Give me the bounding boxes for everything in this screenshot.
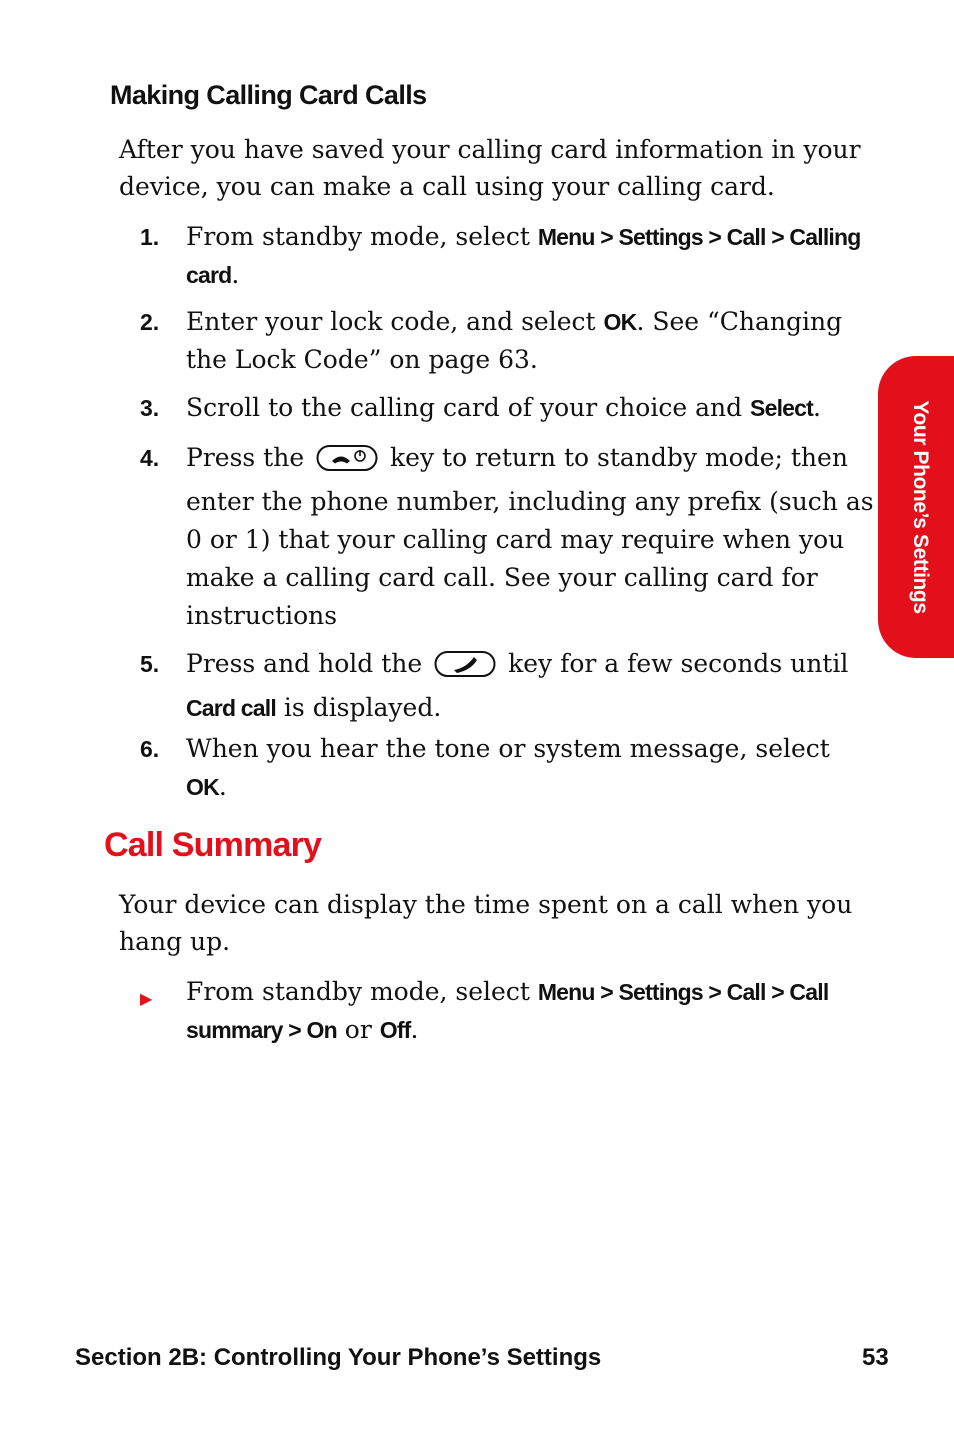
intro-paragraph: After you have saved your calling card information in your device, you can make a call using your calling card. <box>119 135 861 201</box>
subsection-heading: Making Calling Card Calls <box>110 80 427 110</box>
footer-section-title: Section 2B: Controlling Your Phone’s Settings <box>75 1344 602 1371</box>
menu-path: Menu > Settings > Call > Calling card <box>186 224 861 288</box>
step-text-part: Press and hold the <box>186 649 431 678</box>
step-text-part: When you hear the tone or system message, select <box>186 734 830 763</box>
step-text <box>186 218 876 294</box>
step-text-part: Scroll to the calling card of your choice and <box>186 393 751 422</box>
step-text <box>186 439 876 635</box>
chapter-side-tab <box>878 356 954 658</box>
ok-label: OK <box>186 774 219 800</box>
bullet-text-part: . <box>410 1015 419 1044</box>
select-label: Select <box>750 395 813 421</box>
step-text-part: key for a few seconds until <box>500 649 849 678</box>
step-number: 2. <box>140 309 160 335</box>
step-number: 3. <box>140 395 160 421</box>
end-power-key-icon <box>316 444 378 483</box>
bullet-arrow-icon: ▶ <box>140 989 153 1008</box>
step-text <box>186 389 876 427</box>
step-number: 5. <box>140 651 160 677</box>
side-tab-label: Your Phone’s Settings <box>909 400 932 614</box>
step-text-part: key to return to standby mode; then enter the phone number, including any prefix (such as 0 or 1) that your calling card may require when you make a calling card call. See your calling card for instructions <box>186 443 874 630</box>
step-number: 1. <box>140 224 160 250</box>
step-text-part: . <box>218 772 227 801</box>
card-call-label: Card call <box>186 695 276 721</box>
step-text-part: Enter your lock code, and select <box>186 307 604 336</box>
step-text-part: is displayed. <box>275 693 442 722</box>
footer-page-number: 53 <box>862 1344 889 1371</box>
step-text-part: . See “Changing the Lock Code” on page 63. <box>186 307 843 374</box>
step-text-part: Press the <box>186 443 313 472</box>
step-text <box>186 645 876 727</box>
step-text <box>186 730 876 806</box>
step-text-part: . <box>231 260 240 289</box>
menu-path: Menu > Settings > Call > Call summary > On <box>186 979 829 1043</box>
bullet-text <box>186 973 876 1049</box>
bullet-text-part: or <box>336 1015 380 1044</box>
section-heading: Call Summary <box>104 826 322 864</box>
step-text <box>186 303 876 379</box>
ok-label: OK <box>603 309 637 335</box>
talk-key-icon <box>434 650 496 689</box>
step-number: 6. <box>140 736 160 762</box>
off-label: Off <box>379 1017 411 1043</box>
step-text-part: From standby mode, select <box>186 222 538 251</box>
bullet-text-part: From standby mode, select <box>186 977 538 1006</box>
summary-intro-paragraph: Your device can display the time spent on a call when you hang up. <box>119 890 853 956</box>
step-text-part: . <box>813 393 821 422</box>
step-number: 4. <box>140 445 160 471</box>
